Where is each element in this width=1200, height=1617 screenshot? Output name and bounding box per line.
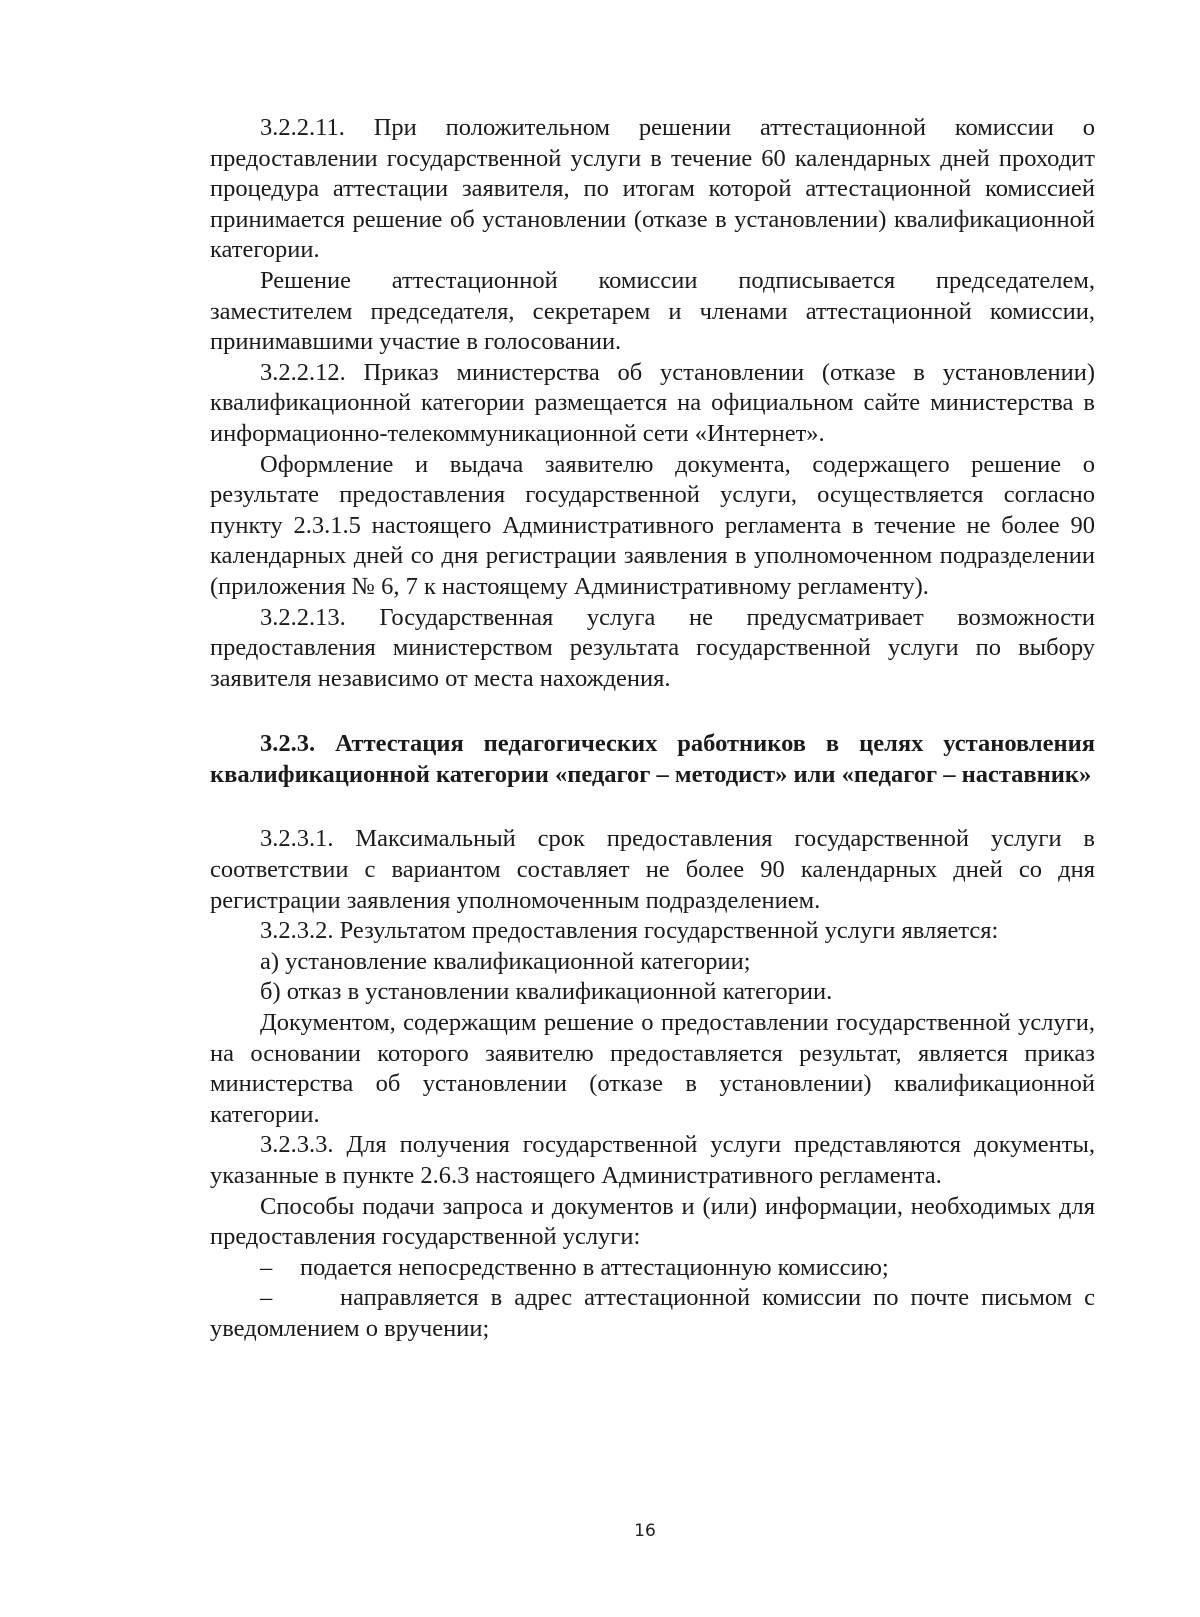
paragraph-3-2-2-11: 3.2.2.11. При положительном решении аттестационной комиссии о предоставлении государственной услуги в течение 60 календарных дней проходит процедура аттестации заявителя, по итогам которой аттестационной комиссией принимается решение об установлении (отказе в установлении) квалификационной категории. [210,114,1095,264]
dash-list-item-text: подается непосредственно в аттестационную комиссию; [300,1253,889,1281]
paragraph-3-2-3-2: 3.2.3.2. Результатом предоставления государственной услуги является: [260,917,999,945]
paragraph-decision-document: Документом, содержащим решение о предоставлении государственной услуги, на основании которого заявителю предоставляется результат, является приказ министерства об установлении (отказе в установлении) квалификационной категории. [210,1009,1095,1128]
dash-marker: – [260,1253,273,1281]
spacer [210,790,1095,824]
paragraph-3-2-2-12: 3.2.2.12. Приказ министерства об установлении (отказе в установлении) квалификационной категории размещается на официальном сайте министерства в информационно-телекоммуникационной сети «Интернет». [210,358,1095,447]
dash-list-item-2 [210,1283,1095,1344]
paragraph-decision-signing: Решение аттестационной комиссии подписывается председателем, заместителем председателя, секретарем и членами аттестационной комиссии, принимавшими участие в голосовании. [210,266,1095,356]
list-item-b: б) отказ в установлении квалификационной категории. [260,978,833,1006]
list-item-a: а) установление квалификационной категории; [260,947,751,975]
dash-list-item-1 [210,1253,1095,1284]
paragraph-document-issuance: Оформление и выдача заявителю документа, содержащего решение о результате предоставления государственной услуги, осуществляется согласно пункту 2.3.1.5 настоящего Административного регламента в течение не более 90 календарных дней со дня регистрации заявления в уполномоченном подразделении (приложения № 6, 7 к настоящему Административному регламенту). [210,450,1095,600]
section-heading-3-2-3: 3.2.3. Аттестация педагогических работников в целях установления квалификационной категории «педагог – методист» или «педагог – наставник» [210,730,1095,788]
paragraph-submission-methods: Способы подачи запроса и документов и (или) информации, необходимых для предоставления государственной услуги: [210,1192,1095,1251]
paragraph-3-2-3-1: 3.2.3.1. Максимальный срок предоставления государственной услуги в соответствии с вариантом составляет не более 90 календарных дней со дня регистрации заявления уполномоченным подразделением. [210,825,1095,914]
document-page [210,113,1095,1345]
page-number: 16 [634,1521,656,1541]
spacer [210,694,1095,729]
paragraph-3-2-2-13: 3.2.2.13. Государственная услуга не предусматривает возможности предоставления министерством результата государственной услуги по выбору заявителя независимо от места нахождения. [210,603,1095,692]
dash-list-item-text: направляется в адрес аттестационной комиссии по почте письмом с уведомлением о вручении; [210,1284,1095,1342]
paragraph-3-2-3-3: 3.2.3.3. Для получения государственной услуги представляются документы, указанные в пункте 2.6.3 настоящего Административного регламента. [210,1131,1095,1189]
dash-marker: – [260,1284,273,1312]
